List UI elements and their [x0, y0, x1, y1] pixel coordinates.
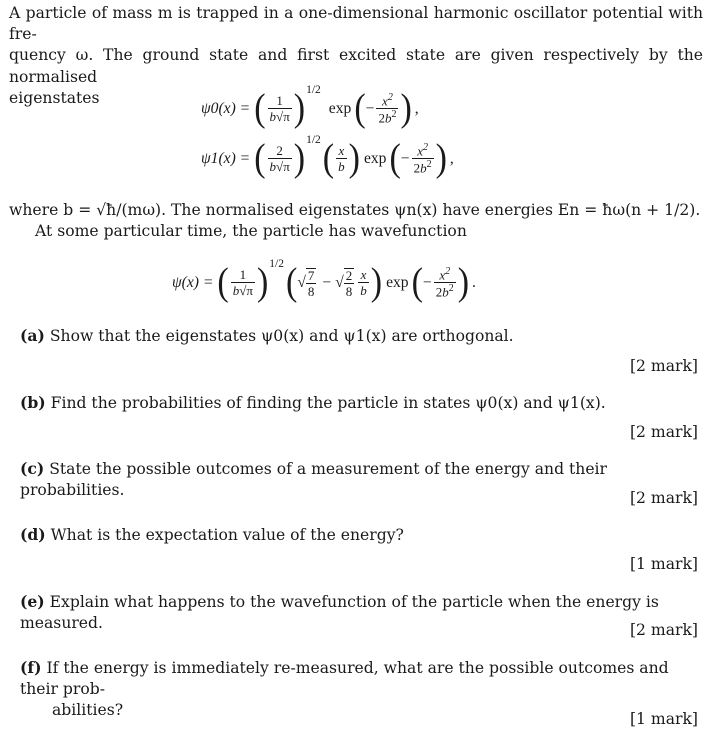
- exp-label-2: exp: [363, 150, 387, 168]
- psi0-lhs: ψ0(x) =: [201, 100, 251, 118]
- question-f-mark: [1 mark]: [629, 710, 698, 728]
- question-c: [20, 458, 700, 501]
- where-paragraph: [9, 200, 703, 242]
- question-b-label: (b): [20, 393, 46, 412]
- intro-line-1: A particle of mass m is trapped in a one-dimensional harmonic oscillator potential with fre-: [9, 4, 703, 44]
- question-e-mark: [2 mark]: [629, 621, 698, 639]
- question-a-mark: [2 mark]: [629, 357, 698, 375]
- question-f: [20, 657, 700, 722]
- question-f-label: (f): [20, 658, 42, 677]
- question-c-label: (c): [20, 459, 45, 478]
- equation-psi: ψ(x) = ( $\frac{1}{b√\pi}$ ) 1/2 ( √ $\frac{7}{8}$ − √ $\frac{2}{8}$ $\frac{x}{b}$ ) exp ( − $\frac{x^2}{2b^2}$ ) .: [172, 258, 476, 304]
- question-d-label: (d): [20, 525, 46, 544]
- exp-label-3: exp: [386, 274, 409, 292]
- question-f-text-2: abilities?: [52, 701, 124, 720]
- psi1-power: 1/2: [306, 134, 321, 147]
- question-c-mark: [2 mark]: [629, 489, 698, 507]
- intro-line-2: quency ω. The ground state and first excited state are given respectively by the normalised: [9, 46, 703, 86]
- equation-psi1: ψ1(x) = ( $\frac{2}{b√\pi}$ ) 1/2 ( $\frac{x}{b}$ ) exp ( − $\frac{x^2}{2b^2}$ ) ,: [201, 134, 454, 180]
- equation-psi0: ψ0(x) = ( $\frac{1}{b√\pi}$ ) 1/2 exp ( − $\frac{x^2}{2b^2}$ ) ,: [201, 84, 419, 130]
- question-e: [20, 591, 700, 634]
- psi-lhs: ψ(x) =: [172, 274, 214, 292]
- question-a-label: (a): [20, 326, 45, 345]
- question-b-text: Find the probabilities of finding the particle in states ψ0(x) and ψ1(x).: [50, 394, 606, 412]
- question-a: [20, 325, 700, 347]
- question-e-label: (e): [20, 592, 45, 611]
- where-text-2: At some particular time, the particle has wavefunction: [35, 222, 467, 241]
- psi1-lhs: ψ1(x) =: [201, 150, 251, 168]
- question-c-text: State the possible outcomes of a measurement of the energy and their probabilities.: [20, 460, 608, 500]
- psi-power: 1/2: [269, 258, 284, 271]
- question-d-mark: [1 mark]: [629, 555, 698, 573]
- intro-line-3: eigenstates: [9, 88, 100, 107]
- exp-label: exp: [328, 100, 352, 118]
- question-a-text: Show that the eigenstates ψ0(x) and ψ1(x) are orthogonal.: [49, 327, 514, 345]
- where-text: where b = √ħ/(mω). The normalised eigenstates ψn(x) have energies En = ħω(n + 1/2).: [9, 201, 701, 219]
- question-b: [20, 392, 700, 414]
- question-b-mark: [2 mark]: [629, 423, 698, 441]
- question-d-text: What is the expectation value of the energy?: [50, 526, 404, 544]
- psi0-power: 1/2: [306, 84, 321, 97]
- question-f-text: If the energy is immediately re-measured, what are the possible outcomes and their prob-: [20, 659, 669, 699]
- question-e-text: Explain what happens to the wavefunction of the particle when the energy is measured.: [20, 593, 659, 633]
- question-d: [20, 524, 700, 546]
